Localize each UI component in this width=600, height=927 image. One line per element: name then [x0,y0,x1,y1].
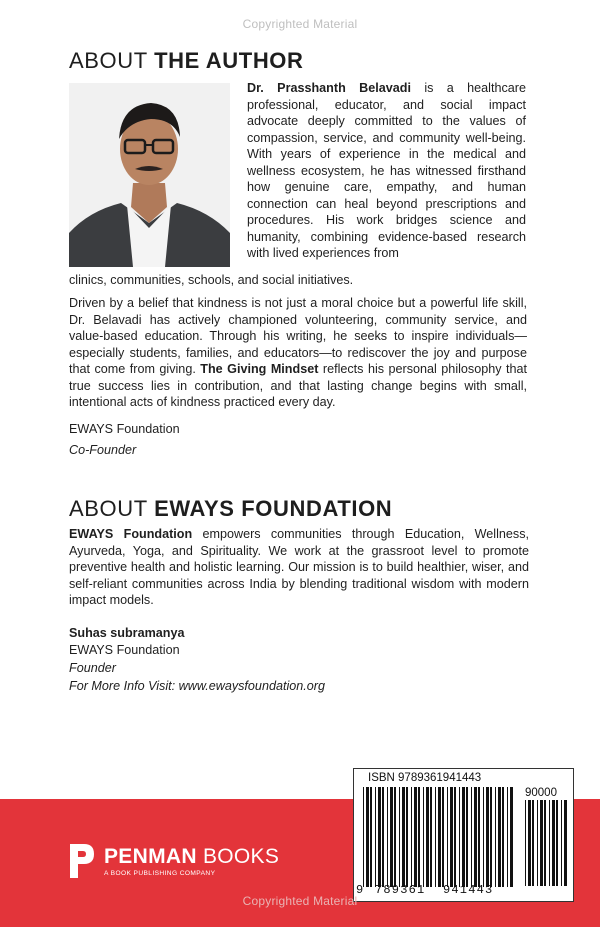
barcode-bar [402,787,405,887]
founder-name: Suhas subramanya [69,626,185,640]
barcode-bar [564,800,567,886]
author-para2-a: Driven by a belief that kindness is not just a moral choice but a powerful life skill, Dr. Belavadi has actively championed volunteering, community service, and value-based education. Through his writing, he seeks to inspire individuals—especially students, families, and educators—to rediscover the joy and purpose that come from giving. [69,296,527,376]
copyright-watermark-top: Copyrighted Material [242,17,358,31]
barcode-bar [394,787,396,887]
barcode-bar [498,787,501,887]
barcode-bar [552,800,555,886]
book-title: The Giving Mindset [200,362,319,376]
price-code: 90000 [525,787,557,799]
barcode-bar [561,800,562,886]
more-info-link[interactable]: For More Info Visit: www.ewaysfoundation.org [69,679,325,693]
barcode-bar [478,787,480,887]
barcode-bar [418,787,420,887]
barcode-bar [502,787,504,887]
author-bio-top [247,80,526,262]
founder-org: EWAYS Foundation [69,643,180,657]
author-name: Dr. Prasshanth Belavadi [247,81,411,95]
author-para2-b: reflects his personal philosophy that true success lies in contribution, and that lasting change begins with small, intentional acts of kindness practiced every day. [69,362,527,409]
barcode-bar [438,787,441,887]
barcode-bar [399,787,400,887]
barcode-bar [474,787,477,887]
copyright-watermark-bottom: Copyrighted Material [242,894,358,908]
foundation-section-heading [69,496,392,522]
author-photo [69,83,230,267]
barcode-bar [495,787,496,887]
barcode-bar [532,800,534,886]
barcode-digits-left: 789361 [375,883,426,897]
barcode-bar [466,787,468,887]
founder-role: Founder [69,661,116,675]
barcode-addon-bars [525,800,569,886]
barcode-digits-right: 941443 [443,883,494,897]
barcode-bar [406,787,408,887]
barcode-bar [486,787,489,887]
publisher-name-light: BOOKS [196,844,280,868]
isbn-label: ISBN 9789361941443 [368,772,482,784]
publisher-logo [68,842,279,880]
barcode-main-bars [363,787,513,887]
barcode-bar [430,787,432,887]
barcode-bar [447,787,448,887]
author-bio-paragraph-2 [69,295,527,411]
foundation-description [69,526,529,609]
publisher-name-bold: PENMAN [104,844,197,868]
barcode-bar [510,787,513,887]
barcode-bar [507,787,508,887]
author-section-heading [69,48,304,74]
barcode-bar [471,787,472,887]
author-role: Co-Founder [69,443,137,457]
barcode-bar [390,787,393,887]
barcode-bar [556,800,558,886]
barcode-bar [435,787,436,887]
barcode-bar [528,800,531,886]
barcode-digit-first: 9 [356,883,365,897]
barcode-bar [442,787,444,887]
barcode-bar [387,787,388,887]
author-bio-text: is a healthcare professional, educator, and social impact advocate deeply committed to the values of compassion, service, and community well-being. With years of experience in the medical and wellness ecosystem, he has witnessed firsthand how genuine care, empathy, and human connection can heal beyond prescriptions and procedures. His work bridges science and humanity, combining evidence-based research with lived experiences from [247,81,526,260]
barcode-bar [375,787,376,887]
barcode-bar [450,787,453,887]
barcode-bar [549,800,550,886]
barcode-bar [490,787,492,887]
barcode-bar [454,787,456,887]
author-heading-bold: THE AUTHOR [154,48,304,73]
barcode-bar [426,787,429,887]
barcode-bar [537,800,538,886]
barcode-bar [483,787,484,887]
foundation-heading-light: ABOUT [69,496,148,521]
barcode-bar [459,787,460,887]
barcode-bar [423,787,424,887]
barcode-bar [544,800,546,886]
barcode-bar [363,787,364,887]
foundation-description-text: empowers communities through Education, Wellness, Ayurveda, Yoga, and Spirituality. We work at the grassroot level to promote preventive health and holistic learning. Our mission is to build healthier, wiser, and self-reliant communities across India by blending traditional wisdom with modern impact models. [69,527,530,607]
barcode-bar [411,787,412,887]
foundation-name: EWAYS Foundation [69,527,193,541]
author-bio-bottom: clinics, communities, schools, and social initiatives. [69,273,354,287]
barcode-bar [540,800,543,886]
barcode-bar [382,787,384,887]
author-heading-light: ABOUT [69,48,148,73]
barcode-bar [525,800,526,886]
barcode-bar [378,787,381,887]
publisher-tagline: A BOOK PUBLISHING COMPANY [104,869,216,877]
barcode-bar [370,787,372,887]
isbn-barcode [353,768,574,902]
barcode-bar [462,787,465,887]
barcode-bar [366,787,369,887]
barcode-bar [414,787,417,887]
foundation-heading-bold: EWAYS FOUNDATION [154,496,393,521]
author-org: EWAYS Foundation [69,422,180,436]
penman-logo-icon [68,842,96,880]
